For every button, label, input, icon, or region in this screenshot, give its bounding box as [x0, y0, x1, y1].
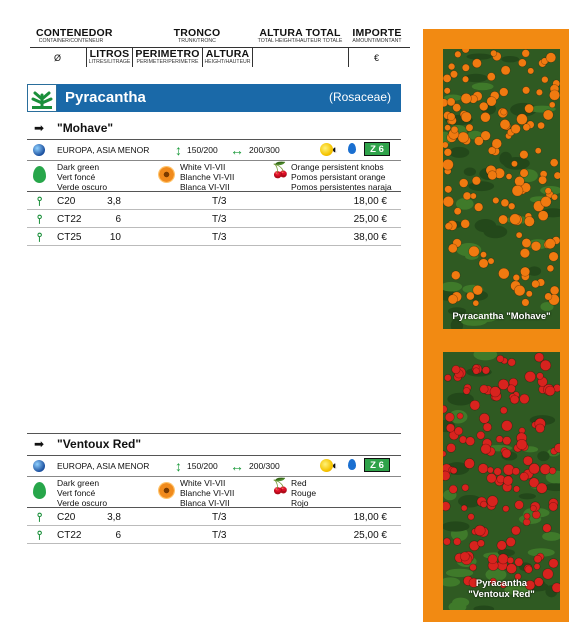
berry: [443, 471, 450, 481]
berry: [532, 511, 540, 519]
berry: [445, 186, 452, 193]
plant-stake-icon: ⫯: [37, 212, 43, 226]
photo-caption: Pyracantha "Ventoux Red": [468, 578, 535, 600]
berry: [488, 554, 497, 563]
berry: [452, 365, 460, 373]
berry: [517, 114, 528, 125]
berry: [472, 176, 481, 185]
berry: [524, 216, 534, 226]
berry: [520, 248, 529, 257]
flower-description: White VI-VII Blanche VI-VII Blanca VI-VII: [180, 162, 235, 192]
berry: [445, 125, 451, 131]
leaf-description: Dark green Vert foncé Verde oscuro: [57, 162, 108, 192]
berry: [487, 473, 497, 483]
berry: [546, 53, 556, 63]
berry: [445, 413, 454, 422]
berry: [526, 291, 532, 297]
fruit-icon: 🍒: [271, 162, 290, 179]
berry: [511, 526, 520, 535]
berry: [481, 444, 491, 454]
berry: [523, 124, 530, 131]
berry: [513, 274, 520, 281]
width-arrow-icon: ↔: [230, 142, 244, 158]
header-importe: IMPORTE AMOUNT/MONTANT: [352, 27, 402, 44]
berry: [520, 394, 530, 404]
berry: [517, 439, 527, 449]
berry: [550, 159, 558, 167]
berry: [493, 197, 499, 203]
berry: [522, 87, 529, 94]
berry: [520, 267, 529, 276]
berry: [461, 112, 471, 122]
berry: [545, 386, 555, 396]
berry: [540, 464, 550, 474]
berry: [458, 132, 469, 143]
berry: [498, 268, 509, 279]
berry: [462, 484, 469, 491]
leaf-icon: [33, 166, 46, 183]
globe-icon: [33, 460, 45, 472]
berry: [514, 285, 525, 296]
photo-mohave: [443, 49, 560, 329]
leaf-shape: [464, 168, 476, 176]
leaf-shape: [447, 393, 473, 406]
berry: [515, 501, 524, 510]
leaf-shape: [467, 53, 492, 59]
berry: [549, 252, 559, 262]
berry: [503, 505, 509, 511]
water-drop-icon: [348, 143, 356, 154]
berry: [531, 241, 541, 251]
berry: [525, 566, 533, 574]
berry: [534, 563, 540, 569]
plant-stake-icon: ⫯: [37, 528, 43, 542]
berry: [488, 258, 494, 264]
water-drop-icon: [348, 459, 356, 470]
hardiness-zone-badge: Z 6: [364, 142, 390, 156]
header-divider: [252, 47, 253, 67]
berry: [549, 102, 555, 108]
berry: [463, 387, 470, 394]
berry: [511, 161, 517, 167]
origin-text: EUROPA, ASIA MENOR: [57, 461, 150, 471]
header-altura-total: ALTURA TOTAL TOTAL HEIGHT/HAUTEUR TOTALE: [257, 27, 343, 44]
berry: [466, 292, 474, 300]
berry: [507, 564, 517, 574]
berry: [479, 102, 488, 111]
berry: [443, 142, 448, 148]
berry: [506, 537, 515, 546]
fruit-description: Orange persistent knobs Pomos persistant orange Pomos persistentes naraja: [291, 162, 392, 192]
species-name: Pyracantha: [65, 89, 146, 106]
berry: [466, 437, 475, 446]
berry: [450, 467, 457, 474]
variety-name: "Ventoux Red": [57, 437, 142, 451]
berry: [445, 223, 452, 230]
height-arrow-icon: ↕: [175, 458, 182, 474]
origin-text: EUROPA, ASIA MENOR: [57, 145, 150, 155]
plant-icon: [27, 84, 57, 112]
arrow-right-icon: ➡: [34, 121, 45, 135]
berry: [549, 467, 556, 474]
berry: [536, 89, 542, 95]
berry: [515, 176, 525, 186]
berry: [490, 50, 496, 56]
berry: [453, 104, 461, 112]
leaf-shape: [446, 569, 473, 577]
berry: [482, 366, 490, 374]
berry: [542, 76, 549, 83]
berry: [443, 196, 454, 207]
berry: [530, 505, 536, 511]
berry: [459, 436, 466, 443]
berry-photo-mohave: [443, 49, 560, 329]
berry: [444, 88, 450, 94]
height-value: 150/200: [187, 461, 218, 471]
berry: [461, 219, 470, 228]
berry: [506, 173, 512, 179]
berry-photo-ventoux-red: [443, 352, 560, 610]
header-perimetro: PERIMETRO PERIMETER/PERIMETRE: [135, 48, 200, 65]
leaf-shape: [443, 521, 469, 531]
berry: [537, 373, 544, 380]
berry: [455, 427, 463, 435]
variety-header: [27, 434, 401, 456]
leaf-shape: [537, 451, 549, 461]
height-value: 150/200: [187, 145, 218, 155]
berry: [451, 126, 458, 133]
berry: [478, 464, 488, 474]
leaf-description: Dark green Vert foncé Verde oscuro: [57, 478, 108, 508]
leaf-shape: [472, 83, 494, 90]
header-litros: LITROS LITRES/LITRAGE: [88, 48, 131, 65]
berry: [460, 552, 469, 561]
berry: [443, 159, 453, 170]
berry: [479, 413, 489, 423]
berry: [451, 271, 460, 280]
berry: [453, 538, 460, 545]
berry: [501, 199, 509, 207]
berry: [500, 407, 507, 414]
species-title-bar: [27, 84, 401, 112]
berry: [492, 139, 502, 149]
berry: [499, 215, 508, 224]
berry: [488, 171, 497, 180]
globe-icon: [33, 144, 45, 156]
header-altura: ALTURA HEIGHT/HAUTEUR: [204, 48, 251, 65]
berry: [508, 358, 516, 366]
berry: [503, 436, 511, 444]
fruit-description: Red Rouge Rojo: [291, 478, 317, 508]
berry: [523, 519, 530, 526]
berry: [543, 110, 553, 120]
berry: [554, 172, 560, 179]
berry: [475, 525, 486, 536]
berry: [515, 558, 523, 566]
berry: [524, 513, 530, 519]
berry: [545, 293, 552, 300]
hardiness-zone-badge: Z 6: [364, 458, 390, 472]
flower-icon: [158, 166, 175, 183]
berry: [520, 150, 529, 159]
variety-specs: [27, 140, 401, 161]
berry: [455, 51, 462, 58]
container-symbol: Ø: [54, 53, 62, 63]
berry: [480, 385, 488, 393]
berry: [443, 74, 451, 82]
leaf-icon: [33, 482, 46, 499]
berry: [501, 109, 508, 116]
berry: [543, 524, 552, 533]
width-value: 200/300: [249, 461, 280, 471]
berry: [498, 379, 508, 389]
height-arrow-icon: ↕: [175, 142, 182, 158]
variety-specs: [27, 456, 401, 477]
berry: [522, 238, 531, 247]
fruit-icon: 🍒: [271, 478, 290, 495]
leaf-shape: [483, 225, 507, 238]
berry: [464, 458, 474, 468]
variety-attributes: [27, 161, 401, 192]
berry: [541, 196, 552, 207]
berry: [536, 424, 545, 433]
berry: [472, 59, 481, 68]
berry: [461, 505, 467, 511]
berry: [461, 93, 471, 103]
berry: [538, 211, 548, 221]
berry: [448, 63, 455, 70]
photo-strip: [423, 29, 569, 622]
berry: [522, 49, 530, 57]
berry: [518, 59, 526, 67]
berry: [444, 148, 452, 156]
berry: [444, 374, 451, 381]
berry: [502, 420, 513, 431]
leaf-shape: [519, 493, 536, 499]
berry: [487, 73, 495, 81]
berry: [511, 124, 520, 133]
berry: [545, 188, 551, 194]
variety-attributes: [27, 477, 401, 508]
berry: [510, 214, 521, 225]
berry: [449, 485, 457, 493]
header-divider: [348, 47, 349, 67]
header-contenedor: CONTENEDOR CONTAINER/CONTENEUR: [36, 27, 113, 44]
berry: [549, 90, 559, 100]
berry: [528, 68, 534, 74]
berry: [469, 246, 480, 257]
berry: [463, 192, 471, 200]
half-shade-icon: ◐: [332, 144, 339, 156]
flower-icon: [158, 482, 175, 499]
berry: [443, 451, 446, 457]
berry: [498, 554, 508, 564]
berry: [473, 285, 483, 295]
berry: [487, 97, 497, 107]
berry: [487, 467, 493, 473]
berry: [474, 203, 483, 212]
berry: [549, 502, 558, 511]
berry: [513, 486, 519, 492]
berry: [538, 122, 545, 129]
plant-stake-icon: ⫯: [37, 194, 43, 208]
plant-stake-icon: ⫯: [37, 510, 43, 524]
berry: [448, 295, 457, 304]
berry: [443, 502, 450, 511]
berry: [540, 360, 551, 371]
berry: [487, 496, 498, 507]
variety-name: "Mohave": [57, 121, 114, 135]
photo-caption: Pyracantha "Mohave": [452, 311, 551, 322]
berry: [477, 540, 484, 547]
berry: [450, 71, 457, 78]
half-shade-icon: ◐: [332, 460, 339, 472]
berry: [474, 136, 483, 145]
berry: [538, 176, 546, 184]
berry: [496, 436, 503, 443]
photo-ventoux-red: [443, 352, 560, 610]
flower-description: White VI-VII Blanche VI-VII Blanca VI-VII: [180, 478, 235, 508]
column-header: [30, 27, 410, 67]
berry: [500, 119, 510, 129]
leaf-shape: [501, 56, 519, 62]
berry: [502, 449, 511, 458]
variety-block: [27, 433, 401, 544]
berry: [525, 104, 534, 113]
table-row: ⫯ CT22 6 T/3 25,00 €: [27, 210, 401, 228]
width-value: 200/300: [249, 145, 280, 155]
currency-symbol: €: [374, 53, 380, 63]
berry: [473, 368, 480, 375]
arrow-right-icon: ➡: [34, 437, 45, 451]
berry: [462, 76, 468, 82]
berry: [535, 353, 544, 362]
berry: [497, 541, 507, 551]
berry: [447, 113, 455, 121]
berry: [503, 476, 512, 485]
berry: [466, 124, 473, 131]
berry: [470, 564, 477, 571]
berry: [507, 557, 514, 564]
berry: [549, 559, 558, 568]
berry: [457, 413, 463, 419]
berry: [510, 395, 519, 404]
berry: [520, 169, 528, 177]
leaf-shape: [468, 181, 494, 191]
berry: [494, 468, 502, 476]
berry: [468, 514, 475, 521]
header-tronco: TRONCO TRUNK/TRONC: [173, 27, 221, 44]
berry: [459, 179, 468, 188]
berry: [512, 468, 519, 475]
berry: [448, 244, 457, 253]
species-family: (Rosaceae): [328, 90, 391, 104]
berry: [480, 501, 487, 508]
berry: [529, 463, 540, 474]
berry: [532, 280, 540, 288]
berry: [512, 185, 523, 196]
berry: [483, 423, 492, 432]
berry: [522, 299, 529, 306]
berry: [470, 400, 480, 410]
berry: [523, 456, 532, 465]
berry: [480, 252, 486, 258]
plant-stake-icon: ⫯: [37, 230, 43, 244]
table-row: ⫯ C20 3,8 T/3 18,00 €: [27, 192, 401, 210]
berry: [479, 259, 488, 268]
berry: [545, 238, 555, 248]
berry: [534, 555, 542, 563]
berry: [446, 424, 454, 432]
variety-header: [27, 118, 401, 140]
berry: [550, 286, 559, 295]
berry: [443, 538, 450, 545]
leaf-shape: [449, 147, 469, 158]
berry: [501, 66, 510, 75]
berry: [477, 431, 485, 439]
berry: [447, 443, 456, 452]
berry: [454, 208, 461, 215]
berry: [547, 265, 554, 272]
table-row: ⫯ C20 3,8 T/3 18,00 €: [27, 508, 401, 526]
variety-block: [27, 118, 401, 246]
berry: [462, 64, 469, 71]
table-row: ⫯ CT22 6 T/3 25,00 €: [27, 526, 401, 544]
berry: [508, 203, 515, 210]
berry: [516, 232, 522, 238]
berry: [525, 371, 536, 382]
table-row: ⫯ CT25 10 T/3 38,00 €: [27, 228, 401, 246]
berry: [537, 483, 547, 493]
berry: [551, 194, 557, 200]
berry: [520, 472, 529, 481]
width-arrow-icon: ↔: [230, 458, 244, 474]
berry: [497, 355, 504, 362]
berry: [490, 386, 500, 396]
berry: [473, 300, 479, 306]
berry: [535, 148, 541, 154]
berry: [481, 112, 491, 122]
berry: [499, 88, 508, 97]
